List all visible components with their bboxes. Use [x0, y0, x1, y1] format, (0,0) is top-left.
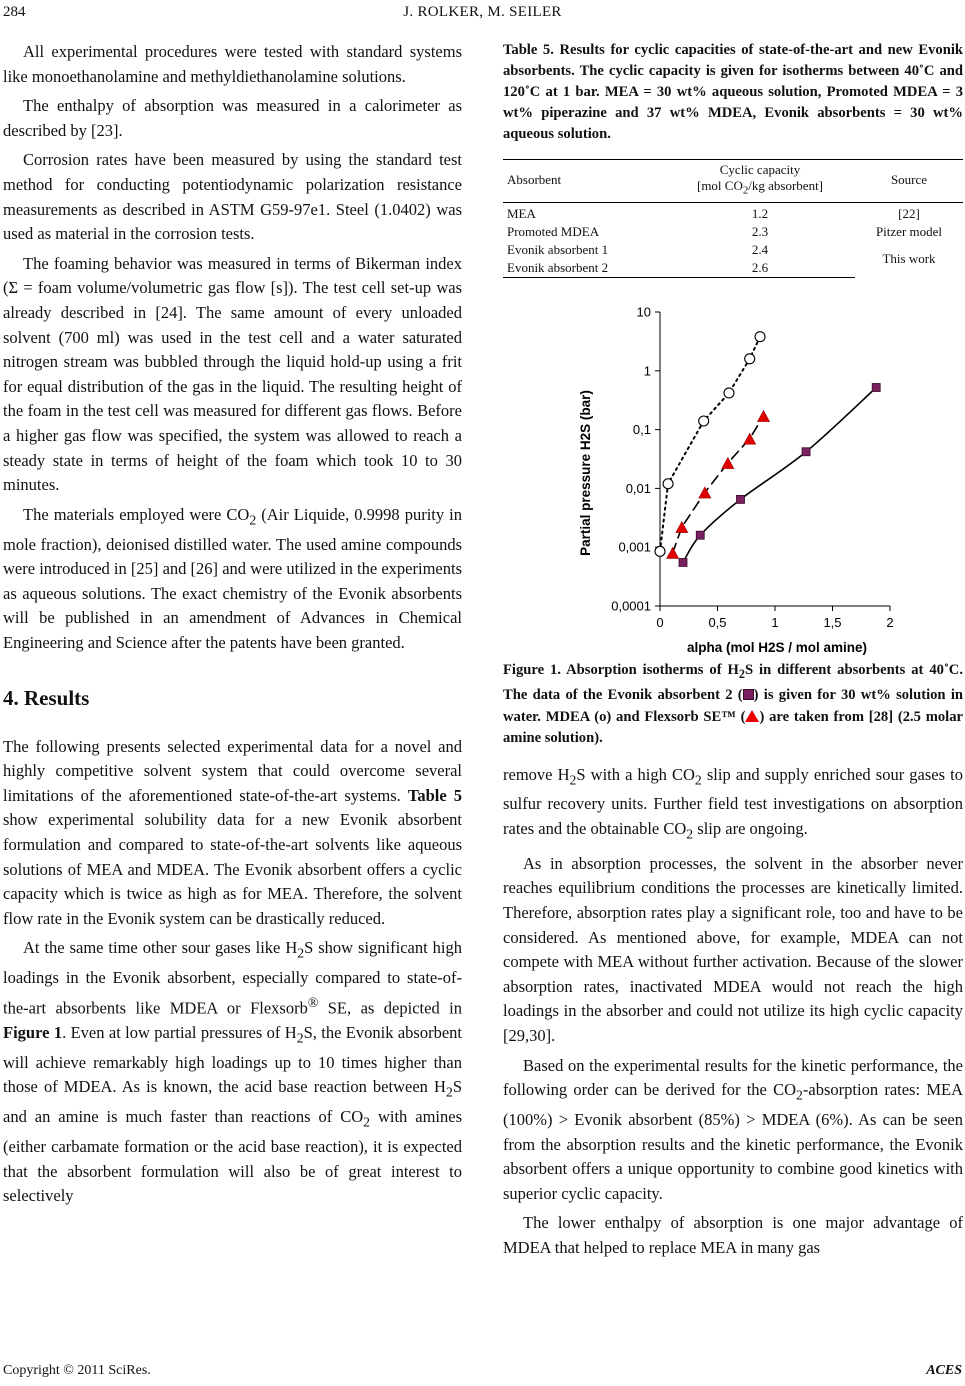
data-point-square: [802, 447, 810, 455]
table-row: [503, 223, 963, 241]
column-header-capacity: Cyclic capacity [mol $CO_2/kg$ absorbent]: [665, 160, 855, 203]
cell-capacity: 1.2: [751, 205, 769, 221]
cell-capacity: 2.6: [665, 259, 855, 278]
paragraph: remove $H_2S$ with a high $CO_2$ slip and supply enriched sour gases to sulfur recovery units. Further field test investigations on absorption rates and the obtainable $CO_2$ slip are ongoing.: [503, 764, 963, 842]
paragraph: As in absorption processes, the solvent in the absorber never reaches equilibrium conditions the processes are kinetically limited. Therefore, absorption rates play a significant role, too and have to be considered. As mentioned above, for example, MDEA can not compete with MEA without further activation. Because of the slower absorption rates, inactivated MDEA would not reach the high loadings in the absorber and could not utilize its high cyclic capacity [29,30].: [503, 853, 963, 1046]
data-point-triangle: [744, 433, 756, 444]
paragraph: The materials employed were $CO_2$ (Air Liquide, 0.9998 purity in mole fraction), deionised distilled water. The used amine compounds were introduced in [25] and [26] and were utilized in the experiments as aqueous solutions. The exact chemistry of the Evonik absorbents will be published in an amendment of Advances in Chemical Engineering and Science after the patents have been granted.: [3, 504, 462, 652]
data-point-triangle: [758, 410, 770, 421]
paragraph: Based on the experimental results for the kinetic performance, the following order can be derived for the $CO_2$-absorption rates: MEA (100%) > Evonik absorbent (85%) > MDEA (6%). As can be seen from the absorption results and the kinetic performance, the Evonik absorbent offers a unique opportunity to combine good kinetics with superior cyclic capacity.: [503, 1055, 963, 1203]
y-tick-label: 0,001: [618, 539, 651, 555]
data-point-square: [872, 383, 880, 391]
y-tick-label: 0,0001: [611, 598, 651, 614]
table-row: [503, 202, 963, 223]
paragraph: All experimental procedures were tested with standard systems like monoethanolamine and methyldiethanolamine solutions.: [3, 42, 462, 86]
right-column: [503, 40, 963, 1266]
paragraph: At the same time other sour gases like $H_2S$ show significant high loadings in the Evonik absorbent, especially compared to state-of-the-art absorbents like MDEA or Flexsorb® SE, as depicted in Figure 1. Even at low partial pressures of $H_2S$, the Evonik absorbent will achieve remarkably high loadings up to 10 times higher than those of MDEA. As is known, the acid base reaction between $H_2S$ and an amine is much faster than reactions of $CO_2$ with amines (either carbamate formation or the acid base reaction), it is expected that the absorbent formulation will also be of great interest to selectively: [3, 938, 462, 1206]
figure-caption: Figure 1. Absorption isotherms of $H_2S$ in different absorbents at 40˚C. The data of the Evonik absorbent 2 ( ) is given for 30 wt% solution in water. MDEA (o) and Flexsorb SE™ ( ) are taken from [28] (2.5 molar amine solution).: [503, 661, 963, 746]
figure-1: [503, 295, 963, 660]
table-row: [503, 241, 963, 259]
page-header: [0, 4, 965, 24]
data-point-circle: [755, 331, 765, 341]
data-point-triangle: [667, 547, 679, 558]
data-point-circle: [724, 388, 734, 398]
x-tick-label: 0: [656, 614, 664, 630]
data-point-square: [679, 558, 687, 566]
table-header-row: [503, 160, 963, 203]
running-head: J. ROLKER, M. SEILER: [403, 4, 562, 20]
data-point-circle: [663, 478, 673, 488]
paragraph: The following presents selected experimental data for a novel and highly competitive solvent system that could overcome several limitations of the aforementioned state-of-the-art systems. Table 5 show experimental solubility data for a new Evonik absorbent formulation and compared to state-of-the-art solvents like aqueous solutions of MEA and MDEA. The Evonik absorbent offers a cyclic capacity which is twice as high as for MEA. Therefore, the solvent flow rate in the Evonik system can be drastically reduced.: [3, 736, 462, 928]
table-caption: Table 5. Results for cyclic capacities of state-of-the-art and new Evonik absorbents. The cyclic capacity is given for isotherms between 40˚C and 120˚C at 1 bar. MEA = 30 wt% aqueous solution, Promoted MDEA = 3 wt% piperazine and 37 wt% MDEA, Evonik absorbents = 30 wt% aqueous solution.: [503, 42, 963, 142]
paragraph: Corrosion rates have been measured by using the standard test method for conducting potentiodynamic polarization resistance measurements as described in ASTM G59-97e1. Steel (1.0402) was used as material in the corrosion tests.: [3, 150, 462, 244]
column-header-absorbent: Absorbent: [503, 160, 665, 203]
square-marker-icon: [743, 689, 754, 700]
table-reference: Table 5: [407, 785, 462, 805]
cyclic-capacity-table: [503, 159, 963, 278]
data-point-square: [737, 495, 745, 503]
figure-reference: Figure 1: [3, 1022, 63, 1042]
y-tick-label: 10: [636, 304, 651, 320]
x-tick-label: 1: [771, 614, 779, 630]
section-heading: 4. Results: [3, 685, 90, 710]
data-point-triangle: [676, 521, 688, 532]
y-tick-label: 0,01: [625, 480, 651, 496]
cell-source: Pitzer model: [875, 223, 943, 239]
x-tick-label: 1,5: [823, 614, 842, 630]
series-line: [683, 387, 876, 562]
cell-absorbent: Evonik absorbent 2: [503, 259, 665, 278]
data-point-circle: [745, 353, 755, 363]
y-tick-label: 1: [643, 362, 651, 378]
paragraph: The foaming behavior was measured in terms of Bikerman index (Σ = foam volume/volumetric gas flow [s]). The test cell set-up was already described in [24]. The same amount of every unloaded solvent (700 ml) was used in the test cell and a water saturated nitrogen stream was bubbled through the liquid hold-up using a frit for equal distribution of the gas in the liquid. The resulting height of the foam in the test cell was measured for different gas flows. Before a higher gas flow was specified, the system was allowed to reach a steady state in terms of height of the foam which took 10 to 30 minutes.: [3, 253, 462, 495]
left-column: [3, 40, 462, 1214]
triangle-marker-icon: [745, 710, 759, 722]
cell-source: [22]: [898, 205, 920, 221]
absorption-isotherm-chart: [503, 295, 963, 660]
cell-capacity: 2.3: [751, 223, 769, 239]
paragraph: The enthalpy of absorption was measured in a calorimeter as described by [23].: [3, 96, 462, 140]
x-tick-label: 0,5: [708, 614, 727, 630]
cell-absorbent: Evonik absorbent 1: [507, 241, 609, 257]
data-point-circle: [699, 416, 709, 426]
cell-absorbent: MEA: [507, 205, 536, 221]
y-tick-label: 0,1: [632, 421, 651, 437]
cell-source: This work: [882, 250, 936, 266]
cell-capacity: 2.4: [751, 241, 769, 257]
copyright-notice: Copyright © 2011 SciRes.: [3, 1363, 151, 1378]
x-axis-title: alpha (mol H2S / mol amine): [686, 639, 868, 655]
y-axis-title: Partial pressure H2S (bar): [578, 389, 593, 556]
column-header-source: Source: [855, 160, 963, 203]
paragraph: The lower enthalpy of absorption is one major advantage of MDEA that helped to replace MEA in many gas: [503, 1213, 963, 1258]
page-number: 284: [3, 4, 26, 20]
page-footer: [0, 1363, 965, 1383]
journal-abbreviation: ACES: [926, 1363, 962, 1378]
cell-absorbent: Promoted MDEA: [507, 223, 600, 239]
data-point-triangle: [699, 487, 711, 498]
data-point-square: [696, 531, 704, 539]
x-tick-label: 2: [886, 614, 894, 630]
data-point-circle: [655, 546, 665, 556]
